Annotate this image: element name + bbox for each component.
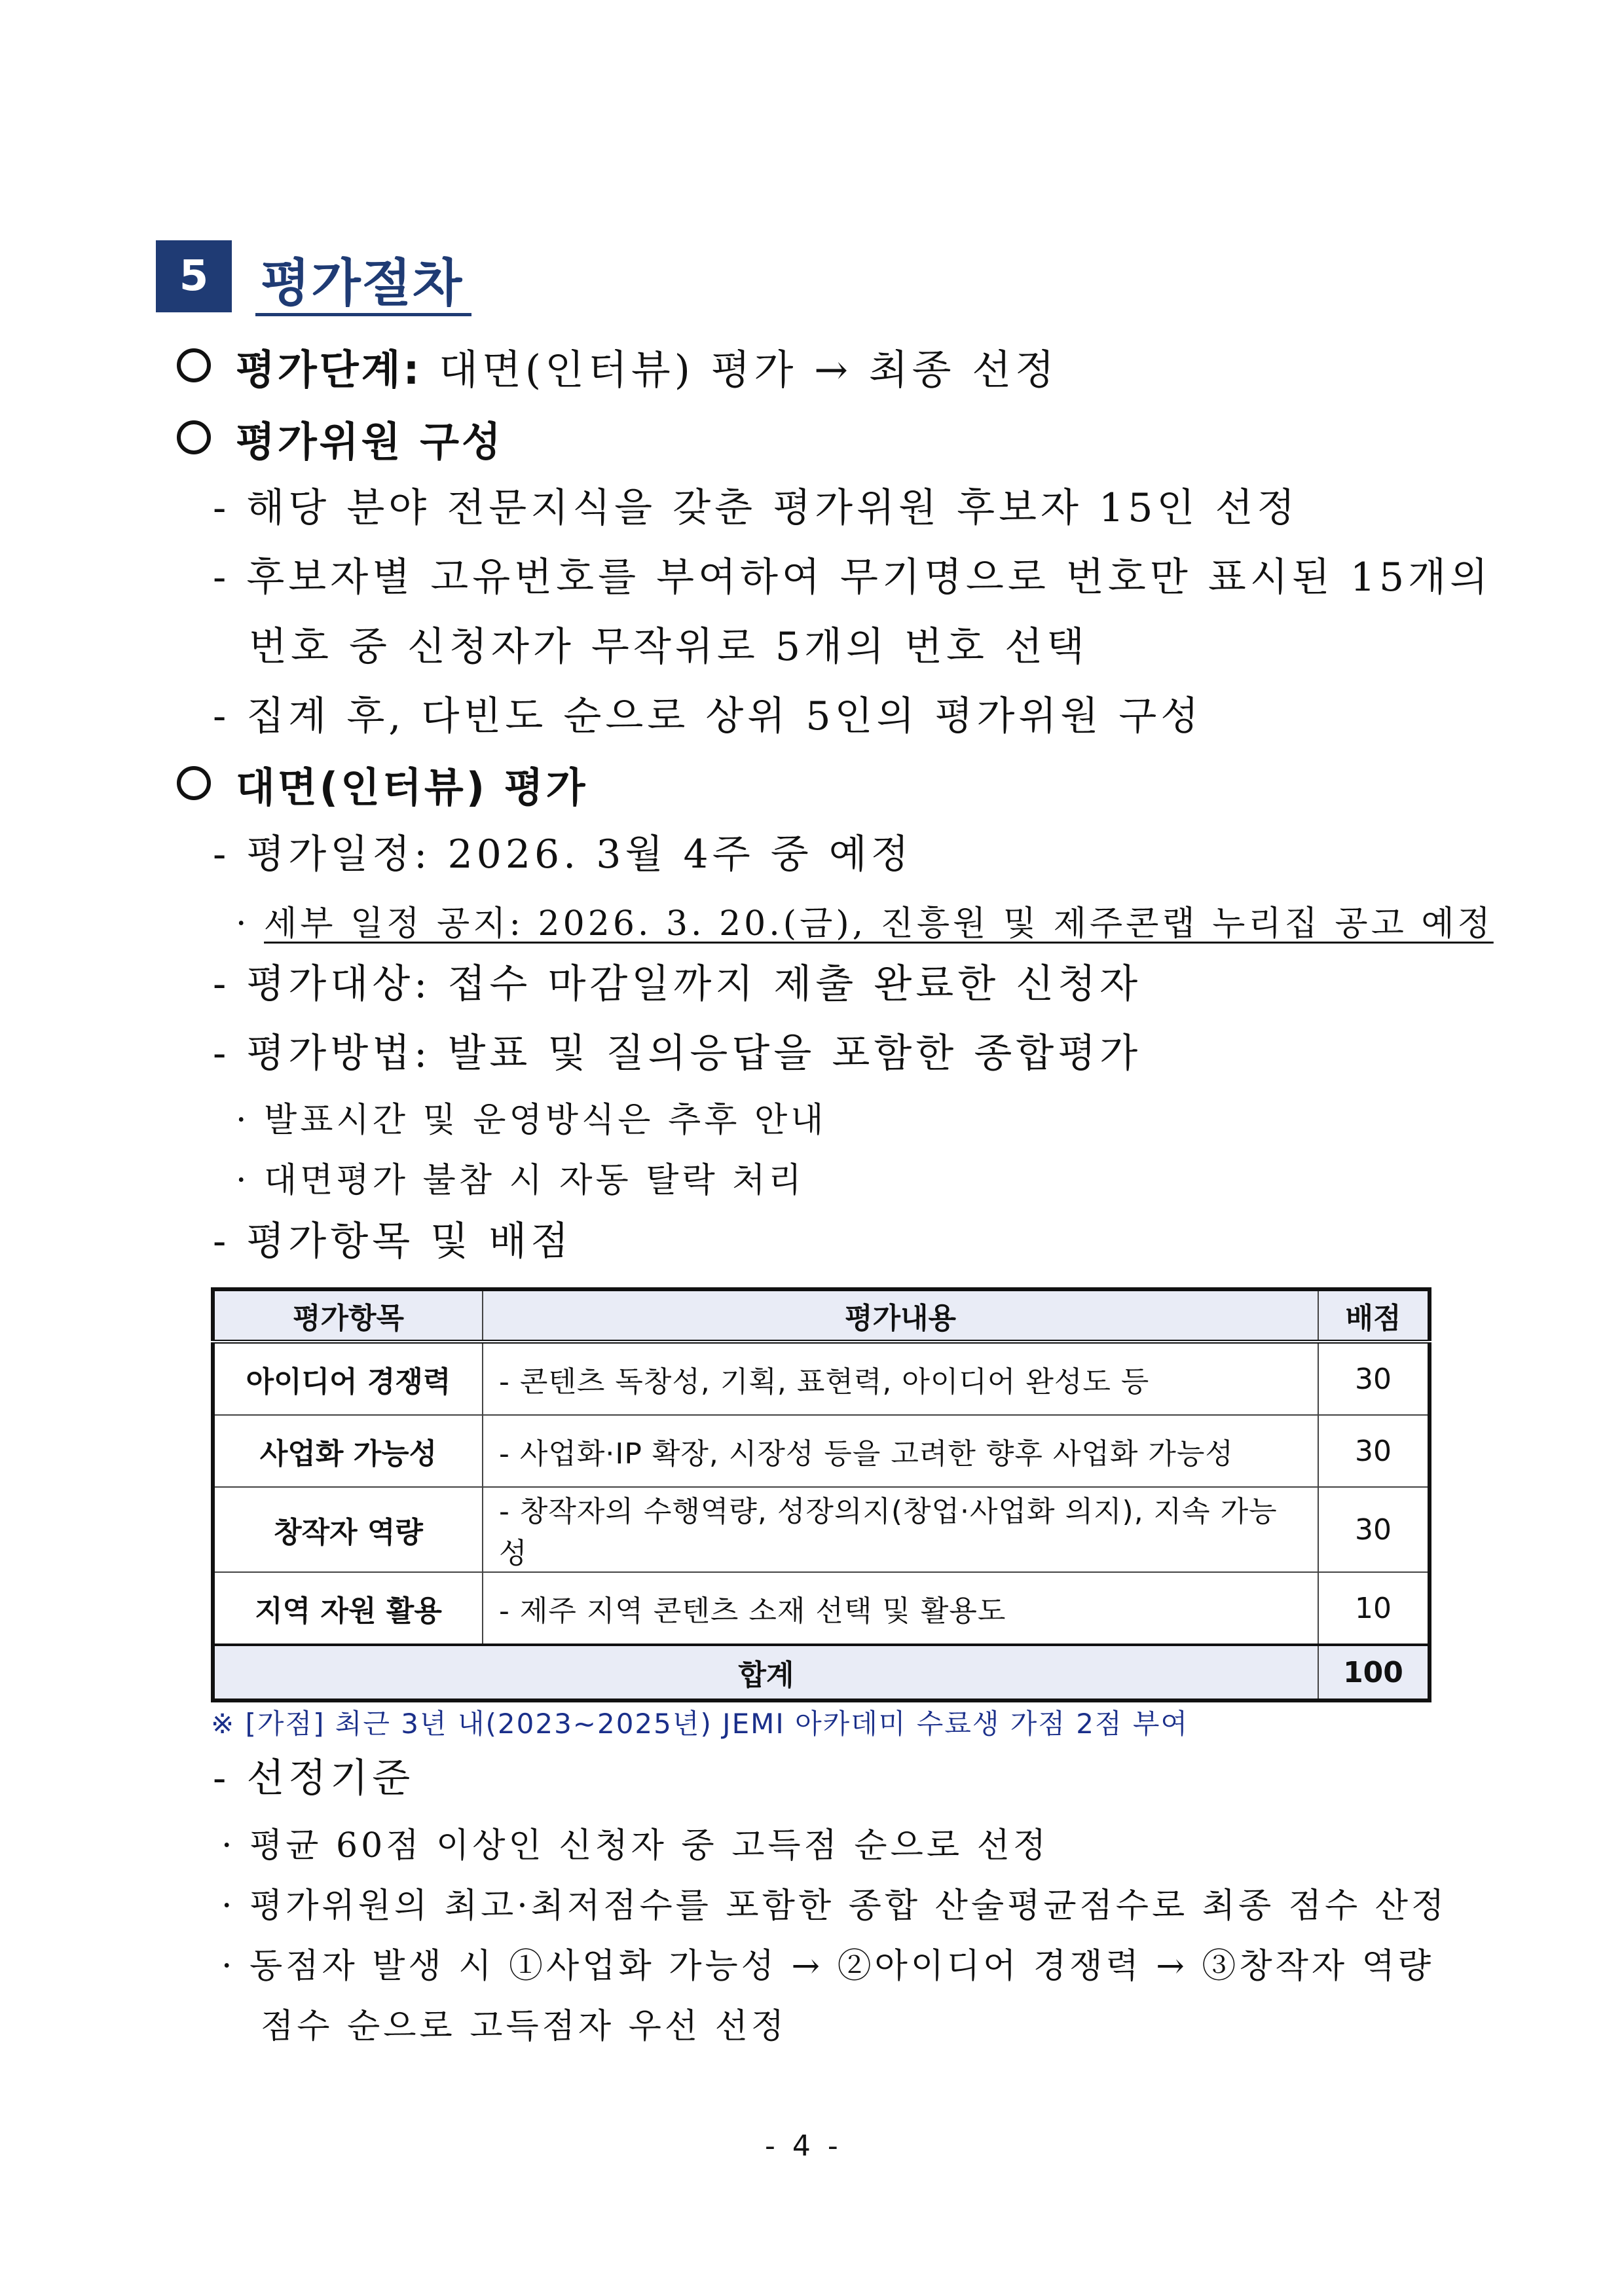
circle-bullet-icon (177, 766, 211, 800)
table-header-row (213, 1289, 1430, 1342)
table-row (213, 1572, 1430, 1645)
criteria-item: · 동점자 발생 시 ①사업화 가능성 → ②아이디어 경쟁력 → ③창작자 역량 (221, 1947, 1435, 1986)
schedule-note-underlined: 세부 일정 공지: 2026. 3. 20.(금), 진흥원 및 제주콘랩 누리집 공고 예정 (264, 904, 1494, 944)
header-item: 평가항목 (213, 1289, 483, 1342)
stage-label: 평가단계: (236, 346, 422, 394)
items-heading: - 평가항목 및 배점 (213, 1219, 573, 1264)
total-score: 100 (1318, 1645, 1430, 1700)
method-note: · 발표시간 및 운영방식은 추후 안내 (236, 1101, 827, 1140)
committee-item: - 집계 후, 다빈도 순으로 상위 5인의 평가위원 구성 (213, 693, 1203, 739)
row-item: 창작자 역량 (213, 1487, 483, 1572)
section-title-underline (255, 313, 471, 316)
table-total-row (213, 1645, 1430, 1700)
stage-line (236, 337, 1058, 395)
interview-schedule: - 평가일정: 2026. 3월 4주 중 예정 (213, 832, 913, 877)
criteria-item: · 평가위원의 최고·최저점수를 포함한 종합 산술평균점수로 최종 점수 산정 (221, 1886, 1448, 1926)
row-content: - 창작자의 수행역량, 성장의지(창업·사업화 의지), 지속 가능성 (483, 1487, 1318, 1572)
row-content: - 제주 지역 콘텐츠 소재 선택 및 활용도 (483, 1572, 1318, 1645)
table-row (213, 1342, 1430, 1415)
row-score: 30 (1318, 1487, 1430, 1572)
section-title: 평가절차 (261, 254, 464, 313)
bonus-note: ※ [가점] 최근 3년 내(2023~2025년) JEMI 아카데미 수료생 가점 2점 부여 (211, 1708, 1189, 1740)
header-content: 평가내용 (483, 1289, 1318, 1342)
row-item: 사업화 가능성 (213, 1415, 483, 1487)
method-note: · 대면평가 불참 시 자동 탈락 처리 (236, 1161, 805, 1200)
circle-bullet-icon (177, 420, 211, 454)
header-score: 배점 (1318, 1289, 1430, 1342)
row-content: - 사업화·IP 확장, 시장성 등을 고려한 향후 사업화 가능성 (483, 1415, 1318, 1487)
committee-heading: 평가위원 구성 (236, 418, 504, 466)
interview-heading: 대면(인터뷰) 평가 (236, 763, 588, 811)
criteria-heading: - 선정기준 (213, 1755, 415, 1801)
committee-item: - 해당 분야 전문지식을 갖춘 평가위원 후보자 15인 선정 (213, 485, 1299, 531)
table-row (213, 1487, 1430, 1572)
stage-text: 대면(인터뷰) 평가 → 최종 선정 (439, 346, 1059, 394)
criteria-item-continued: 점수 순으로 고득점자 우선 선정 (261, 2007, 788, 2046)
row-item: 지역 자원 활용 (213, 1572, 483, 1645)
row-score: 30 (1318, 1342, 1430, 1415)
row-content: - 콘텐츠 독창성, 기획, 표현력, 아이디어 완성도 등 (483, 1342, 1318, 1415)
page-number: - 4 - (765, 2129, 842, 2163)
criteria-item: · 평균 60점 이상인 신청자 중 고득점 순으로 선정 (221, 1826, 1050, 1865)
interview-schedule-note: · 세부 일정 공지: 2026. 3. 20.(금), 진흥원 및 제주콘랩 누리집 공고 예정 (236, 904, 1494, 944)
interview-target: - 평가대상: 접수 마감일까지 제출 완료한 신청자 (213, 961, 1142, 1007)
interview-method: - 평가방법: 발표 및 질의응답을 포함한 종합평가 (213, 1031, 1142, 1076)
table-row (213, 1415, 1430, 1487)
committee-item-continued: 번호 중 신청자가 무작위로 5개의 번호 선택 (249, 624, 1088, 670)
committee-item: - 후보자별 고유번호를 부여하여 무기명으로 번호만 표시된 15개의 (213, 555, 1492, 600)
row-score: 10 (1318, 1572, 1430, 1645)
circle-bullet-icon (177, 348, 211, 382)
evaluation-table (211, 1287, 1431, 1702)
total-label: 합계 (213, 1645, 1318, 1700)
row-score: 30 (1318, 1415, 1430, 1487)
section-number-badge: 5 (156, 240, 232, 312)
row-item: 아이디어 경쟁력 (213, 1342, 483, 1415)
